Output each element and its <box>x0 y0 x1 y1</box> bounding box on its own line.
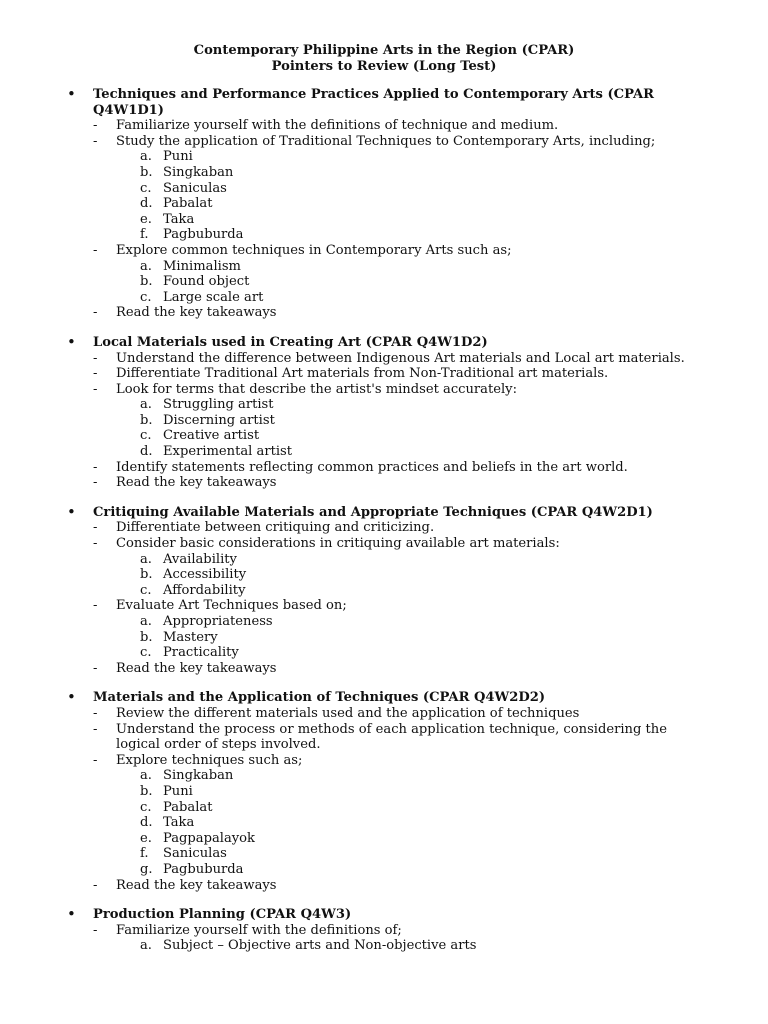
list-item-text: Read the key takeaways <box>116 660 277 676</box>
sub-list-text: Singkaban <box>163 164 234 180</box>
sub-list-text: Pagpapalayok <box>163 830 255 846</box>
sub-list-item <box>0 862 768 878</box>
list-item-text: Review the different materials used and the application of techniques <box>116 705 580 721</box>
list-item <box>0 366 768 382</box>
list-item-text: Familiarize yourself with the definitions of; <box>116 922 402 938</box>
list-item-text: Study the application of Traditional Techniques to Contemporary Arts, including; <box>116 133 656 149</box>
list-item-text: Differentiate Traditional Art materials from Non-Traditional art materials. <box>116 366 609 382</box>
section-heading-text: Critiquing Available Materials and Appropriate Techniques (CPAR Q4W2D1) <box>93 504 653 520</box>
sub-list-item <box>0 630 768 646</box>
list-item <box>0 598 768 614</box>
sub-list-item <box>0 274 768 290</box>
list-item <box>0 460 768 476</box>
sub-list-text: Accessibility <box>163 567 247 583</box>
sub-list-text: Found object <box>163 274 250 290</box>
list-item <box>0 305 768 321</box>
list-item-text: Read the key takeaways <box>116 475 277 491</box>
sub-list-text: Subject – Objective arts and Non-objective arts <box>163 938 477 954</box>
dash-marker: - <box>93 922 98 938</box>
sub-list-marker: e. <box>140 211 152 227</box>
bullet-icon: • <box>67 502 76 521</box>
title-line-1: Contemporary Philippine Arts in the Region (CPAR) <box>193 43 575 58</box>
sub-list-text: Availability <box>163 551 237 567</box>
list-item <box>0 878 768 894</box>
section-heading <box>0 332 768 351</box>
dash-marker: - <box>93 133 98 149</box>
list-item-text: Understand the process or methods of each application technique, considering the logical order of steps involved. <box>116 721 667 753</box>
sub-list-marker: d. <box>140 196 153 212</box>
sub-list-text: Struggling artist <box>163 397 274 413</box>
sub-list-marker: e. <box>140 830 152 846</box>
dash-marker: - <box>93 877 98 893</box>
sub-list-text: Singkaban <box>163 768 234 784</box>
bullet-icon: • <box>67 332 76 351</box>
dash-marker: - <box>93 705 98 721</box>
sub-list-item <box>0 196 768 212</box>
list-item <box>0 475 768 491</box>
list-item-text: Differentiate between critiquing and criticizing. <box>116 520 435 536</box>
sub-list-item <box>0 768 768 784</box>
sub-list-marker: d. <box>140 815 153 831</box>
sections-list <box>0 87 768 954</box>
list-item <box>0 536 768 552</box>
sub-list-item <box>0 397 768 413</box>
sub-list-marker: g. <box>140 861 153 877</box>
list-item <box>0 351 768 367</box>
section-heading <box>0 690 768 706</box>
dash-marker: - <box>93 381 98 397</box>
sub-list-marker: b. <box>140 412 153 428</box>
sub-list-marker: b. <box>140 567 153 583</box>
list-item <box>0 753 768 769</box>
sub-list-item <box>0 259 768 275</box>
dash-marker: - <box>93 459 98 475</box>
sub-list-marker: a. <box>140 768 152 784</box>
sub-list-item <box>0 567 768 583</box>
dash-marker: - <box>93 598 98 614</box>
sub-list-text: Taka <box>163 815 195 831</box>
title-line-2: Pointers to Review (Long Test) <box>271 59 497 74</box>
sub-list-text: Pabalat <box>163 196 213 212</box>
list-item <box>0 706 768 722</box>
sub-list-text: Saniculas <box>163 846 227 862</box>
sub-list-text: Discerning artist <box>163 412 275 428</box>
section-heading <box>0 87 768 118</box>
list-item-text: Explore techniques such as; <box>116 752 303 768</box>
dash-marker: - <box>93 752 98 768</box>
sub-list-item <box>0 212 768 228</box>
sub-list-item <box>0 831 768 847</box>
sub-list-item <box>0 149 768 165</box>
section <box>0 332 768 491</box>
dash-marker: - <box>93 305 98 321</box>
sub-list-text: Pagbuburda <box>163 227 244 243</box>
sub-list-marker: d. <box>140 444 153 460</box>
sub-list-marker: c. <box>140 289 152 305</box>
sub-list-item <box>0 846 768 862</box>
section <box>0 690 768 893</box>
sub-list-marker: a. <box>140 551 152 567</box>
dash-marker: - <box>93 118 98 134</box>
list-item-text: Understand the difference between Indigenous Art materials and Local art materials. <box>116 350 685 366</box>
section <box>0 87 768 321</box>
sub-list-item <box>0 800 768 816</box>
sub-list-text: Appropriateness <box>163 614 273 629</box>
sub-list-item <box>0 938 768 954</box>
sub-list-marker: b. <box>140 783 153 799</box>
sub-list-text: Pabalat <box>163 799 213 815</box>
sub-list-item <box>0 413 768 429</box>
section <box>0 502 768 677</box>
sub-list-text: Affordability <box>163 582 246 598</box>
sub-list-text: Minimalism <box>163 258 241 274</box>
bullet-icon: • <box>67 85 76 103</box>
sub-list-marker: f. <box>140 846 149 862</box>
sub-list-item <box>0 552 768 568</box>
sub-list-item <box>0 815 768 831</box>
list-item-text: Read the key takeaways <box>116 877 277 893</box>
sub-list-marker: c. <box>140 428 152 444</box>
sub-list-marker: b. <box>140 274 153 290</box>
sub-list-marker: b. <box>140 629 153 645</box>
list-item-text: Look for terms that describe the artist's mindset accurately: <box>116 381 517 397</box>
list-item <box>0 520 768 536</box>
sub-list-text: Pagbuburda <box>163 861 244 877</box>
list-item <box>0 722 768 753</box>
sub-list-item <box>0 645 768 661</box>
sub-list-marker: c. <box>140 180 152 196</box>
dash-marker: - <box>93 520 98 536</box>
list-item-text: Read the key takeaways <box>116 305 277 321</box>
sub-list-marker: c. <box>140 645 152 661</box>
section-heading-text: Local Materials used in Creating Art (CPAR Q4W1D2) <box>93 334 488 350</box>
section <box>0 907 768 954</box>
list-item <box>0 134 768 150</box>
dash-marker: - <box>93 536 98 552</box>
sub-list-marker: c. <box>140 582 152 598</box>
section-heading-text: Materials and the Application of Techniques (CPAR Q4W2D2) <box>93 690 546 706</box>
sub-list-marker: a. <box>140 258 152 274</box>
sub-list-item <box>0 181 768 197</box>
dash-marker: - <box>93 660 98 676</box>
sub-list-marker: a. <box>140 397 152 413</box>
sub-list-item <box>0 583 768 599</box>
sub-list-item <box>0 165 768 181</box>
list-item-text: Evaluate Art Techniques based on; <box>116 598 347 614</box>
dash-marker: - <box>93 721 98 737</box>
sub-list-marker: a. <box>140 614 152 629</box>
sub-list-item <box>0 227 768 243</box>
sub-list-item <box>0 614 768 630</box>
list-item-text: Explore common techniques in Contemporary Arts such as; <box>116 242 512 258</box>
list-item-text: Consider basic considerations in critiquing available art materials: <box>116 536 560 552</box>
dash-marker: - <box>93 475 98 491</box>
sub-list-text: Puni <box>163 149 193 165</box>
sub-list-text: Taka <box>163 211 195 227</box>
sub-list-marker: f. <box>140 227 149 243</box>
list-item <box>0 661 768 677</box>
sub-list-marker: a. <box>140 938 152 954</box>
section-heading-text: Production Planning (CPAR Q4W3) <box>93 907 352 923</box>
dash-marker: - <box>93 242 98 258</box>
sub-list-text: Practicality <box>163 645 239 661</box>
sub-list-marker: c. <box>140 799 152 815</box>
bullet-icon: • <box>67 905 76 924</box>
sub-list-text: Mastery <box>163 629 218 645</box>
sub-list-marker: b. <box>140 164 153 180</box>
dash-marker: - <box>93 350 98 366</box>
list-item <box>0 243 768 259</box>
sub-list-item <box>0 784 768 800</box>
bullet-icon: • <box>67 688 76 707</box>
list-item <box>0 382 768 398</box>
list-item-text: Familiarize yourself with the definitions of technique and medium. <box>116 118 559 134</box>
sub-list-item <box>0 428 768 444</box>
section-heading <box>0 502 768 521</box>
sub-list-item <box>0 290 768 306</box>
sub-list-text: Large scale art <box>163 289 264 305</box>
sub-list-text: Creative artist <box>163 428 260 444</box>
list-item <box>0 923 768 939</box>
sub-list-text: Experimental artist <box>163 444 293 460</box>
sub-list-item <box>0 444 768 460</box>
list-item <box>0 118 768 134</box>
sub-list-marker: a. <box>140 149 152 165</box>
sub-list-text: Puni <box>163 783 193 799</box>
section-heading <box>0 907 768 923</box>
dash-marker: - <box>93 366 98 382</box>
list-item-text: Identify statements reflecting common practices and beliefs in the art world. <box>116 459 628 475</box>
sub-list-text: Saniculas <box>163 180 227 196</box>
section-heading-text: Techniques and Performance Practices Applied to Contemporary Arts (CPAR Q4W1D1) <box>93 87 655 118</box>
document-title <box>0 43 768 75</box>
